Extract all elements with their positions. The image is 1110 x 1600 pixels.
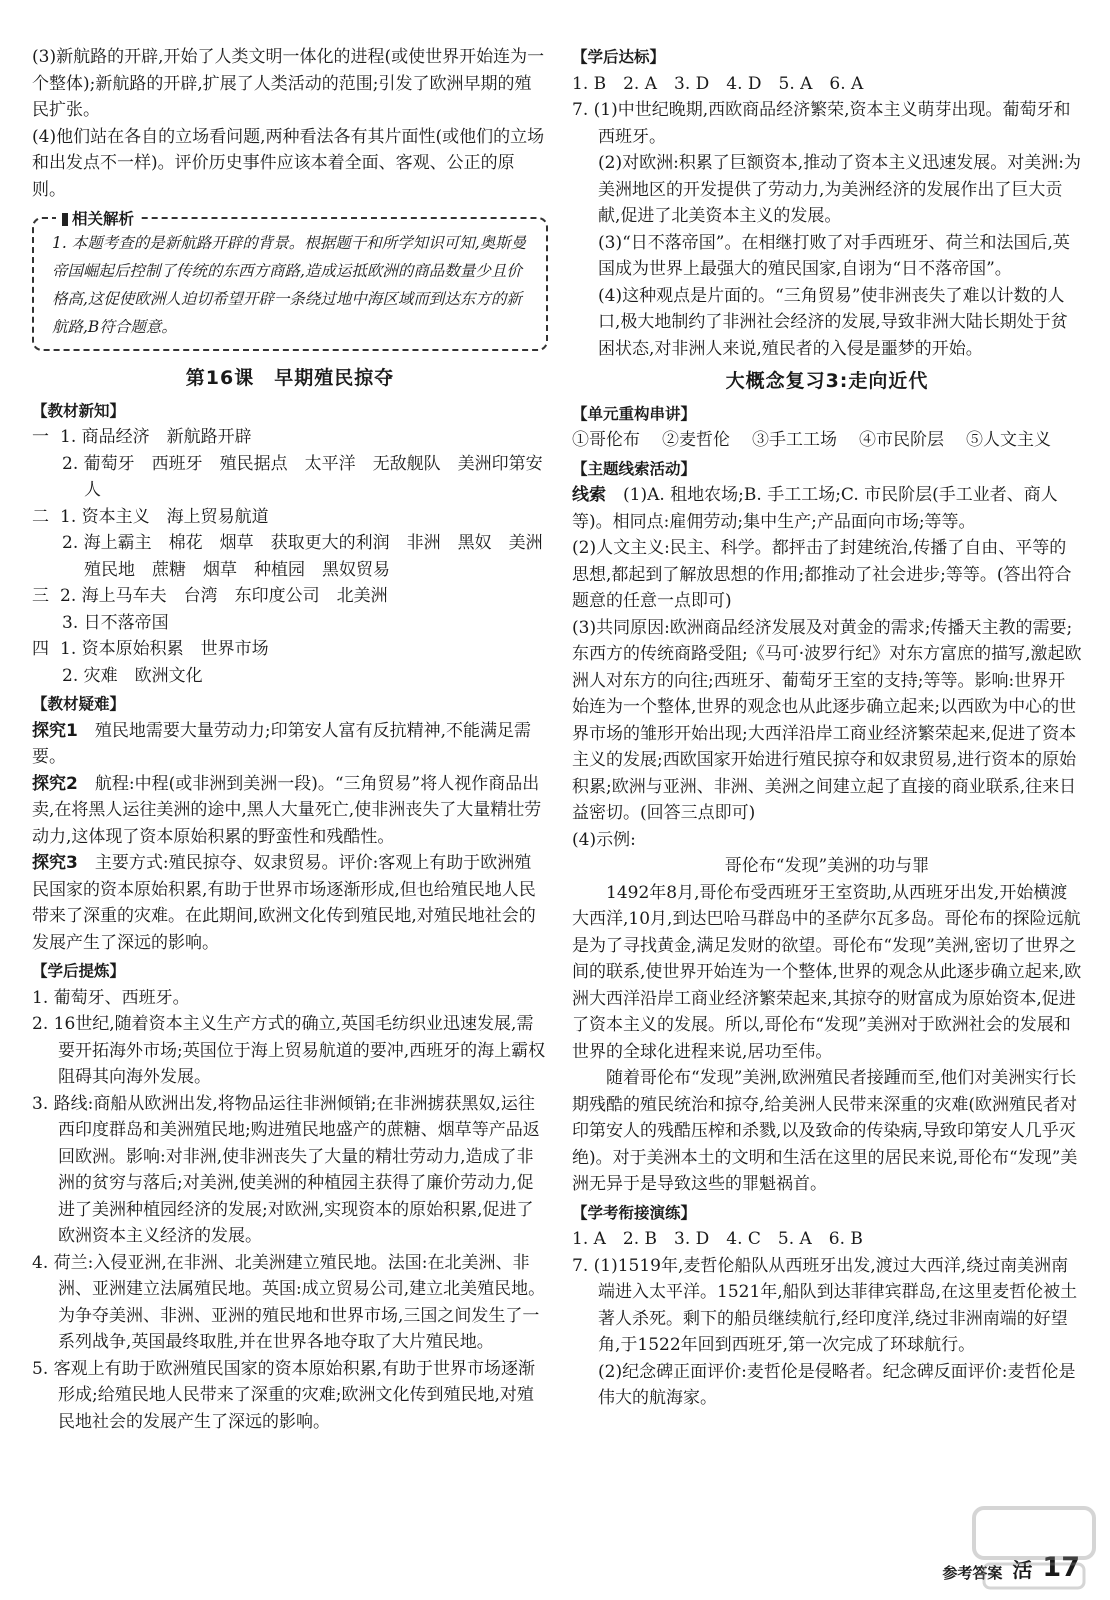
list-item: 四 1. 资本原始积累 世界市场	[32, 639, 269, 659]
clue-item: 线索 (1)A. 租地农场;B. 手工工场;C. 市民阶层(手工业者、商人等)。相同点:雇佣劳动;集中生产;产品面向市场;等等。	[572, 485, 1058, 532]
chain-item: ⑤人文主义	[966, 430, 1051, 450]
list-item: 一 1. 商品经济 新航路开辟	[32, 427, 252, 447]
watermark-icon	[964, 1498, 1104, 1598]
list-item: 4. 荷兰:入侵亚洲,在非洲、北美洲建立殖民地。法国:在北美洲、非洲、亚洲建立法属殖民地。英国:成立贸易公司,建立北美殖民地。为争夺美洲、非洲、亚洲的殖民地和世界市场,三国之间发生了一系列战争,英国最终取胜,并在世界各地夺取了大片殖民地。	[32, 1252, 546, 1352]
marker-icon	[62, 213, 68, 226]
chain-item: ①哥伦布	[572, 430, 640, 450]
explore-item: 探究3 主要方式:殖民掠夺、奴隶贸易。评价:客观上有助于欧洲殖民国家的资本原始积累,有助于世界市场逐渐形成,但也给殖民地人民带来了深重的灾难。在此期间,欧洲文化传到殖民地,对殖民地社会的发展产生了深远的影响。	[32, 853, 536, 953]
section-heading: 【学考衔接演练】	[572, 1203, 697, 1222]
footer-label: 参考答案	[942, 1564, 1003, 1582]
list-item: 三 2. 海上马车夫 台湾 东印度公司 北美洲	[32, 586, 388, 606]
essay-paragraph: 随着哥伦布“发现”美洲,欧洲殖民者接踵而至,他们对美洲实行长期残酷的殖民统治和掠夺,给美洲人民带来深重的灾难(欧洲殖民者对印第安人的残酷压榨和杀戮,以及致命的传染病,导致印第安人几乎灭绝)。对于美洲本土的文明和生活在这里的居民来说,哥伦布“发现”美洲无异于是导致这些的罪魁祸首。	[572, 1068, 1078, 1194]
list-item: 3. 路线:商船从欧洲出发,将物品运往非洲倾销;在非洲掳获黑奴,运往西印度群岛和美洲殖民地;购进殖民地盛产的蔗糖、烟草等产品返回欧洲。影响:对非洲,使非洲丧失了大量的精壮劳动力,造成了非洲的贫穷与落后;对美洲,使美洲的种植园主获得了廉价劳动力,促进了美洲种植园经济的发展;对欧洲,实现资本的原始积累,促进了欧洲资本主义经济的发展。	[32, 1093, 540, 1246]
list-item: (2)纪念碑正面评价:麦哲伦是侵略者。纪念碑反面评价:麦哲伦是伟大的航海家。	[598, 1361, 1076, 1408]
list-item: 3. 日不落帝国	[62, 612, 169, 633]
chain-item: ③手工工场	[752, 430, 837, 450]
review-title: 大概念复习3:走向近代	[725, 370, 929, 392]
list-item: 2. 葡萄牙 西班牙 殖民据点 太平洋 无敌舰队 美洲印第安人	[62, 453, 543, 500]
section-heading: 【单元重构串讲】	[572, 404, 697, 423]
page-footer	[942, 1552, 1080, 1583]
section-heading: 【学后提炼】	[32, 962, 126, 980]
essay-paragraph: 1492年8月,哥伦布受西班牙王室资助,从西班牙出发,开始横渡大西洋,10月,到达巴哈马群岛中的圣萨尔瓦多岛。哥伦布的探险远航是为了寻找黄金,满足发财的欲望。哥伦布“发现”美洲,密切了世界之间的联系,使世界开始连为一个整体,世界的观念从此逐步确立起来,欧洲大西洋沿岸工商业经济繁荣起来,其掠夺的财富成为原始资本,促进了资本主义的发展。所以,哥伦布“发现”美洲对于欧洲社会的发展和世界的全球化进程来说,居功至伟。	[572, 882, 1082, 1062]
list-item: 7. (1)1519年,麦哲伦船队从西班牙出发,渡过大西洋,绕过南美洲南端进入太平洋。1521年,船队到达菲律宾群岛,在这里麦哲伦被土著人杀死。剩下的船员继续航行,经印度洋,绕过非洲南端的好望角,于1522年回到西班牙,第一次完成了环球航行。	[572, 1255, 1078, 1355]
list-item: (4)这种观点是片面的。“三角贸易”使非洲丧失了难以计数的人口,极大地制约了非洲社会经济的发展,导致非洲大陆长期处于贫困状态,对非洲人来说,殖民者的入侵是噩梦的开始。	[598, 285, 1068, 359]
answer-key: 1. B 2. A 3. D 4. D 5. A 6. A	[572, 73, 864, 94]
page-number: 17	[1042, 1552, 1080, 1583]
list-item: 5. 客观上有助于欧洲殖民国家的资本原始积累,有助于世界市场逐渐形成;给殖民地人民带来了深重的灾难;欧洲文化传到殖民地,对殖民地社会的发展产生了深远的影响。	[32, 1358, 536, 1432]
chain-item: ②麦哲伦	[662, 430, 730, 450]
answer-paragraph: (4)他们站在各自的立场看问题,两种看法各有其片面性(或他们的立场和出发点不一样)。评价历史事件应该本着全面、客观、公正的原则。	[32, 126, 545, 200]
section-heading: 【学后达标】	[572, 48, 666, 66]
clue-item: (4)示例:	[572, 829, 636, 850]
section-heading: 【主题线索活动】	[572, 459, 697, 478]
left-column	[32, 44, 548, 1435]
box-title: 相关解析	[56, 206, 140, 233]
footer-prefix: 活	[1012, 1558, 1033, 1582]
list-item: (3)“日不落帝国”。在相继打败了对手西班牙、荷兰和法国后,英国成为世界上最强大的殖民国家,自诩为“日不落帝国”。	[598, 232, 1070, 279]
explore-item: 探究1 殖民地需要大量劳动力;印第安人富有反抗精神,不能满足需要。	[32, 720, 531, 767]
list-item: 7. (1)中世纪晚期,西欧商品经济繁荣,资本主义萌芽出现。葡萄牙和西班牙。	[572, 100, 1071, 147]
right-column	[572, 44, 1082, 1412]
essay-title: 哥伦布“发现”美洲的功与罪	[724, 856, 930, 876]
explore-item: 探究2 航程:中程(或非洲到美洲一段)。“三角贸易”将人视作商品出卖,在将黑人运往美洲的途中,黑人大量死亡,使非洲丧失了大量精壮劳动力,这体现了资本原始积累的野蛮性和残酷性。	[32, 773, 542, 847]
clue-item: (3)共同原因:欧洲商品经济发展及对黄金的需求;传播天主教的需要;东西方的传统商路受阻;《马可·波罗行纪》对东方富庶的描写,激起欧洲人对东方的向往;西班牙、葡萄牙王室的支持;等等。影响:世界开始连为一个整体,世界的观念也从此逐步确立起来;以西欧为中心的世界市场的雏形开始出现;大西洋沿岸工商业经济繁荣起来,促进了资本主义的发展;西欧国家开始进行殖民掠夺和奴隶贸易,进行资本的原始积累;欧洲与亚洲、非洲、美洲之间建立起了直接的商业联系,往来日益密切。(回答三点即可)	[572, 617, 1082, 823]
answer-paragraph: (3)新航路的开辟,开始了人类文明一体化的进程(或使世界开始连为一个整体);新航路的开辟,扩展了人类活动的范围;引发了欧洲早期的殖民扩张。	[32, 47, 545, 120]
section-heading: 【教材新知】	[32, 401, 126, 420]
section-heading: 【教材疑难】	[32, 695, 126, 713]
related-analysis-box	[32, 210, 548, 351]
lesson-title: 第16课 早期殖民掠夺	[185, 367, 395, 389]
list-item: 2. 16世纪,随着资本主义生产方式的确立,英国毛纺织业迅速发展,需要开拓海外市场;英国位于海上贸易航道的要冲,西班牙的海上霸权阻碍其向海外发展。	[32, 1014, 546, 1087]
answer-key: 1. A 2. B 3. D 4. C 5. A 6. B	[572, 1229, 863, 1249]
clue-item: (2)人文主义:民主、科学。都抨击了封建统治,传播了自由、平等的思想,都起到了解放思想的作用;都推动了社会进步;等等。(答出符合题意的任意一点即可)	[572, 538, 1072, 611]
list-item: 2. 海上霸主 棉花 烟草 获取更大的利润 非洲 黑奴 美洲殖民地 蔗糖 烟草 种植园 黑奴贸易	[62, 533, 543, 580]
list-item: (2)对欧洲:积累了巨额资本,推动了资本主义迅速发展。对美洲:为美洲地区的开发提供了劳动力,为美洲经济的发展作出了巨大贡献,促进了北美资本主义的发展。	[598, 153, 1081, 226]
list-item: 二 1. 资本主义 海上贸易航道	[32, 506, 269, 527]
list-item: 2. 灾难 欧洲文化	[62, 665, 203, 686]
concept-chain	[572, 427, 1082, 454]
analysis-text: 1. 本题考查的是新航路开辟的背景。根据题干和所学知识可知,奥斯曼帝国崛起后控制了传统的东西方商路,造成运抵欧洲的商品数量少且价格高,这促使欧洲人迫切希望开辟一条绕过地中海区域而到达东方的新航路,B符合题意。	[52, 234, 527, 336]
list-item: 1. 葡萄牙、西班牙。	[32, 987, 190, 1008]
new-knowledge-list	[32, 424, 548, 689]
chain-item: ④市民阶层	[859, 430, 944, 450]
